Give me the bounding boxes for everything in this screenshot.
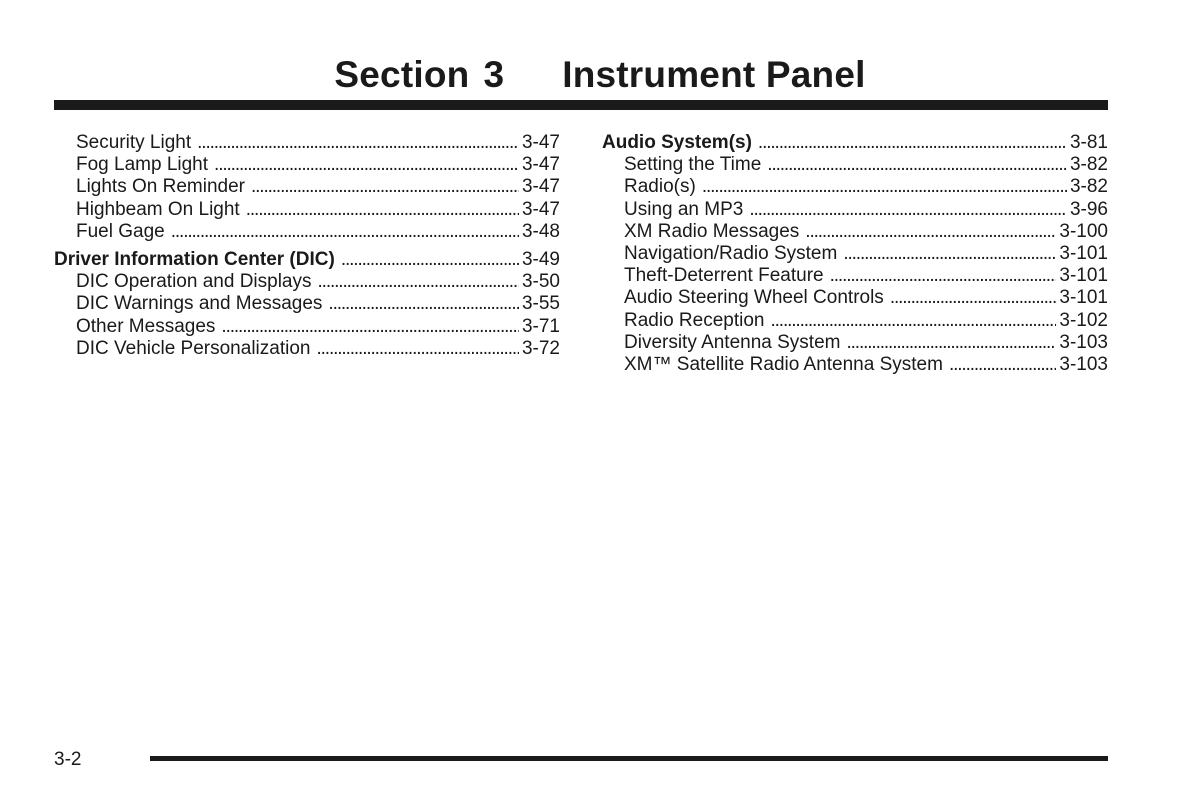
toc-entry[interactable] — [54, 176, 560, 198]
toc-entry-label: Radio Reception — [624, 309, 765, 331]
toc-entry-label: Audio Steering Wheel Controls — [624, 287, 884, 309]
dot-leader — [949, 354, 1056, 376]
dot-leader — [843, 243, 1056, 265]
toc-entry-label: Radio(s) — [624, 176, 696, 198]
toc-entry[interactable] — [54, 199, 560, 221]
dot-leader — [890, 287, 1057, 309]
toc-entry-page: 3-101 — [1059, 287, 1108, 309]
dot-leader — [767, 154, 1067, 176]
dot-leader — [749, 199, 1067, 221]
toc-entry[interactable] — [54, 271, 560, 293]
section-name: Instrument Panel — [562, 54, 866, 95]
toc-entry-page: 3-47 — [521, 176, 560, 198]
toc-entry-page: 3-71 — [521, 315, 560, 337]
toc-entry-label: Diversity Antenna System — [624, 331, 841, 353]
footer-rule — [150, 756, 1108, 761]
toc-entry-page: 3-49 — [521, 249, 560, 271]
toc-entry-label: Lights On Reminder — [76, 176, 245, 198]
toc-entry[interactable] — [602, 176, 1108, 198]
dot-leader — [171, 221, 519, 243]
toc-entry-page: 3-55 — [521, 293, 560, 315]
toc-entry[interactable] — [602, 221, 1108, 243]
toc-entry-page: 3-101 — [1059, 265, 1108, 287]
page-number: 3-2 — [54, 749, 82, 770]
toc-entry-label: Security Light — [76, 132, 192, 153]
section-title — [0, 52, 1200, 98]
dot-leader — [251, 176, 519, 198]
toc-entry-page: 3-47 — [521, 198, 560, 220]
toc-entry-page: 3-103 — [1059, 354, 1108, 376]
toc-entry-page: 3-96 — [1069, 198, 1108, 220]
toc-entry-label: XM Radio Messages — [624, 220, 800, 242]
toc-entry[interactable] — [602, 287, 1108, 309]
dot-leader — [758, 132, 1067, 154]
toc-heading[interactable] — [602, 132, 1108, 154]
toc-entry[interactable] — [602, 265, 1108, 287]
dot-leader — [316, 338, 519, 360]
dot-leader — [221, 316, 519, 338]
dot-leader — [214, 154, 519, 176]
toc-entry-page: 3-48 — [521, 220, 560, 242]
header-rule — [54, 100, 1108, 110]
dot-leader — [341, 249, 519, 271]
toc-entry-page: 3-102 — [1059, 309, 1108, 331]
toc-entry-page: 3-72 — [521, 337, 560, 359]
toc-entry-label: Setting the Time — [624, 154, 762, 176]
toc-entry-label: Fuel Gage — [76, 220, 165, 242]
toc-entry-label: Highbeam On Light — [76, 198, 240, 220]
toc-entry[interactable] — [602, 243, 1108, 265]
toc-entry-label: Driver Information Center (DIC) — [54, 249, 335, 271]
toc-entry-label: Other Messages — [76, 315, 216, 337]
toc-entry[interactable] — [602, 310, 1108, 332]
toc-entry-page: 3-101 — [1059, 243, 1108, 265]
toc-column-right — [602, 132, 1108, 376]
toc-entry-label: DIC Warnings and Messages — [76, 293, 323, 315]
toc-entry-page: 3-82 — [1069, 176, 1108, 198]
toc-entry-label: DIC Operation and Displays — [76, 271, 312, 293]
section-number: 3 — [483, 54, 505, 95]
dot-leader — [702, 176, 1067, 198]
dot-leader — [770, 310, 1056, 332]
toc-entry-label: Using an MP3 — [624, 198, 744, 220]
dot-leader — [197, 132, 519, 154]
dot-leader — [328, 293, 519, 315]
dot-leader — [846, 332, 1056, 354]
toc-entry[interactable] — [602, 154, 1108, 176]
toc-entry-page: 3-103 — [1059, 331, 1108, 353]
section-label: Section — [334, 54, 470, 95]
toc-entry[interactable] — [602, 199, 1108, 221]
toc-entry-page: 3-81 — [1069, 132, 1108, 153]
toc-entry-page: 3-50 — [521, 271, 560, 293]
toc-entry[interactable] — [54, 132, 560, 154]
toc-entry[interactable] — [54, 338, 560, 360]
toc-entry-label: XM™ Satellite Radio Antenna System — [624, 354, 943, 376]
dot-leader — [805, 221, 1056, 243]
toc-entry[interactable] — [54, 293, 560, 315]
toc-entry[interactable] — [602, 332, 1108, 354]
toc-entry-label: Fog Lamp Light — [76, 154, 209, 176]
toc-entry[interactable] — [602, 354, 1108, 376]
toc-entry-label: Navigation/Radio System — [624, 243, 838, 265]
dot-leader — [318, 271, 519, 293]
toc-entry-page: 3-100 — [1059, 220, 1108, 242]
toc-entry-label: Theft-Deterrent Feature — [624, 265, 824, 287]
toc-entry-label: DIC Vehicle Personalization — [76, 337, 311, 359]
toc-column-left — [54, 132, 560, 360]
toc-entry[interactable] — [54, 316, 560, 338]
dot-leader — [246, 199, 519, 221]
toc-entry-page: 3-82 — [1069, 154, 1108, 176]
toc-entry-page: 3-47 — [521, 154, 560, 176]
toc-entry-label: Audio System(s) — [602, 132, 752, 153]
toc-entry-page: 3-47 — [521, 132, 560, 153]
toc-heading[interactable] — [54, 249, 560, 271]
toc-entry[interactable] — [54, 221, 560, 243]
toc-entry[interactable] — [54, 154, 560, 176]
dot-leader — [830, 265, 1057, 287]
